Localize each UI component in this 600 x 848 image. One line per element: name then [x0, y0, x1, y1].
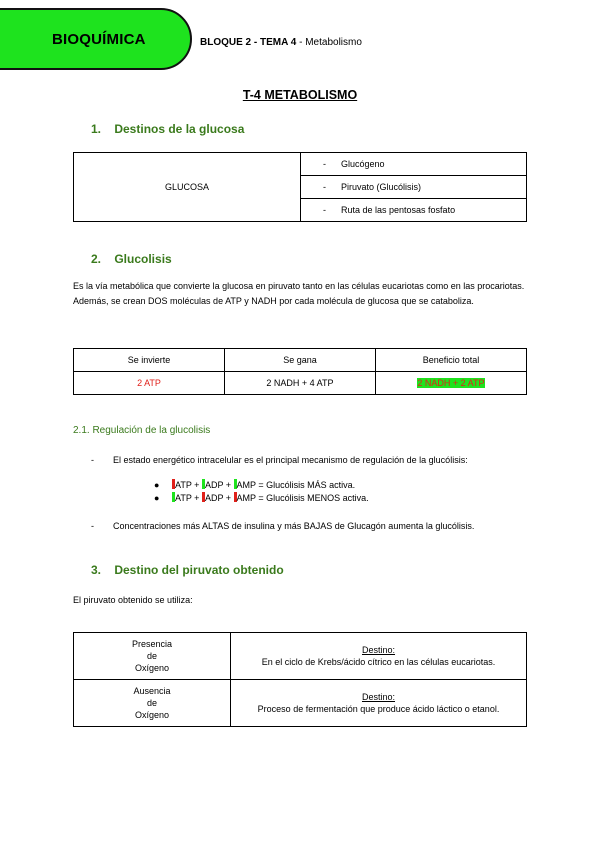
tema-label: TEMA 4: [260, 37, 297, 48]
destination-item: - Glucógeno: [301, 153, 527, 176]
header-text: [200, 37, 362, 48]
section-2-heading: [91, 252, 172, 266]
regulation-subbullet-1: ● ATP + ADP + AMP = Glucólisis MÁS activa.: [154, 480, 356, 490]
subject-label: BIOQUÍMICA: [52, 31, 146, 48]
header-cell: Beneficio total: [375, 349, 526, 372]
glucolisis-table: [73, 348, 527, 395]
pyruvate-paragraph: El piruvato obtenido se utiliza:: [73, 595, 193, 605]
subject-badge: [0, 8, 192, 70]
section-2-title: Glucolisis: [114, 252, 172, 266]
section-3-heading: [91, 563, 284, 577]
highlighted-value: 2 NADH + 2 ATP: [417, 378, 485, 388]
value-cell: 2 ATP: [74, 372, 225, 395]
section-2-number: 2.: [91, 252, 102, 266]
header-sep: -: [251, 37, 261, 48]
value-cell: [375, 372, 526, 395]
header-subtitle: - Metabolismo: [296, 37, 362, 48]
regulation-bullet-2: - Concentraciones más ALTAS de insulina y más BAJAS de Glucagón aumenta la glucólisis.: [91, 521, 475, 531]
value-cell: 2 NADH + 4 ATP: [224, 372, 375, 395]
destination-cell: Destino: Proceso de fermentación que produce ácido láctico o etanol.: [231, 680, 527, 727]
condition-cell: Presencia de Oxígeno: [74, 633, 231, 680]
glucolisis-paragraph: Es la vía metabólica que convierte la glucosa en piruvato tanto en las células eucariotas como en las procariotas. Además, se crean DOS moléculas de ATP y NADH por cada molécula de glucosa que se cataboliza.: [73, 281, 525, 306]
section-1-number: 1.: [91, 122, 102, 136]
section-2-1-heading: 2.1. Regulación de la glucolisis: [73, 425, 211, 436]
bloque-label: BLOQUE 2: [200, 37, 252, 48]
glucose-destinations-table: [73, 152, 527, 222]
section-3-title: Destino del piruvato obtenido: [114, 563, 284, 577]
condition-cell: Ausencia de Oxígeno: [74, 680, 231, 727]
header-cell: Se invierte: [74, 349, 225, 372]
destination-cell: Destino: En el ciclo de Krebs/ácido cítrico en las células eucariotas.: [231, 633, 527, 680]
page-title: T-4 METABOLISMO: [242, 88, 358, 102]
destination-item: - Ruta de las pentosas fosfato: [301, 199, 527, 222]
pyruvate-table: [73, 632, 527, 727]
section-1-heading: [91, 122, 244, 136]
section-3-number: 3.: [91, 563, 102, 577]
section-1-title: Destinos de la glucosa: [114, 122, 245, 136]
regulation-subbullet-2: ● ATP + ADP + AMP = Glucólisis MENOS activa.: [154, 493, 369, 503]
regulation-bullet-1: - El estado energético intracelular es el principal mecanismo de regulación de la glucólisis:: [91, 455, 468, 465]
header-cell: Se gana: [224, 349, 375, 372]
glucose-cell: GLUCOSA: [74, 153, 301, 222]
destination-item: - Piruvato (Glucólisis): [301, 176, 527, 199]
